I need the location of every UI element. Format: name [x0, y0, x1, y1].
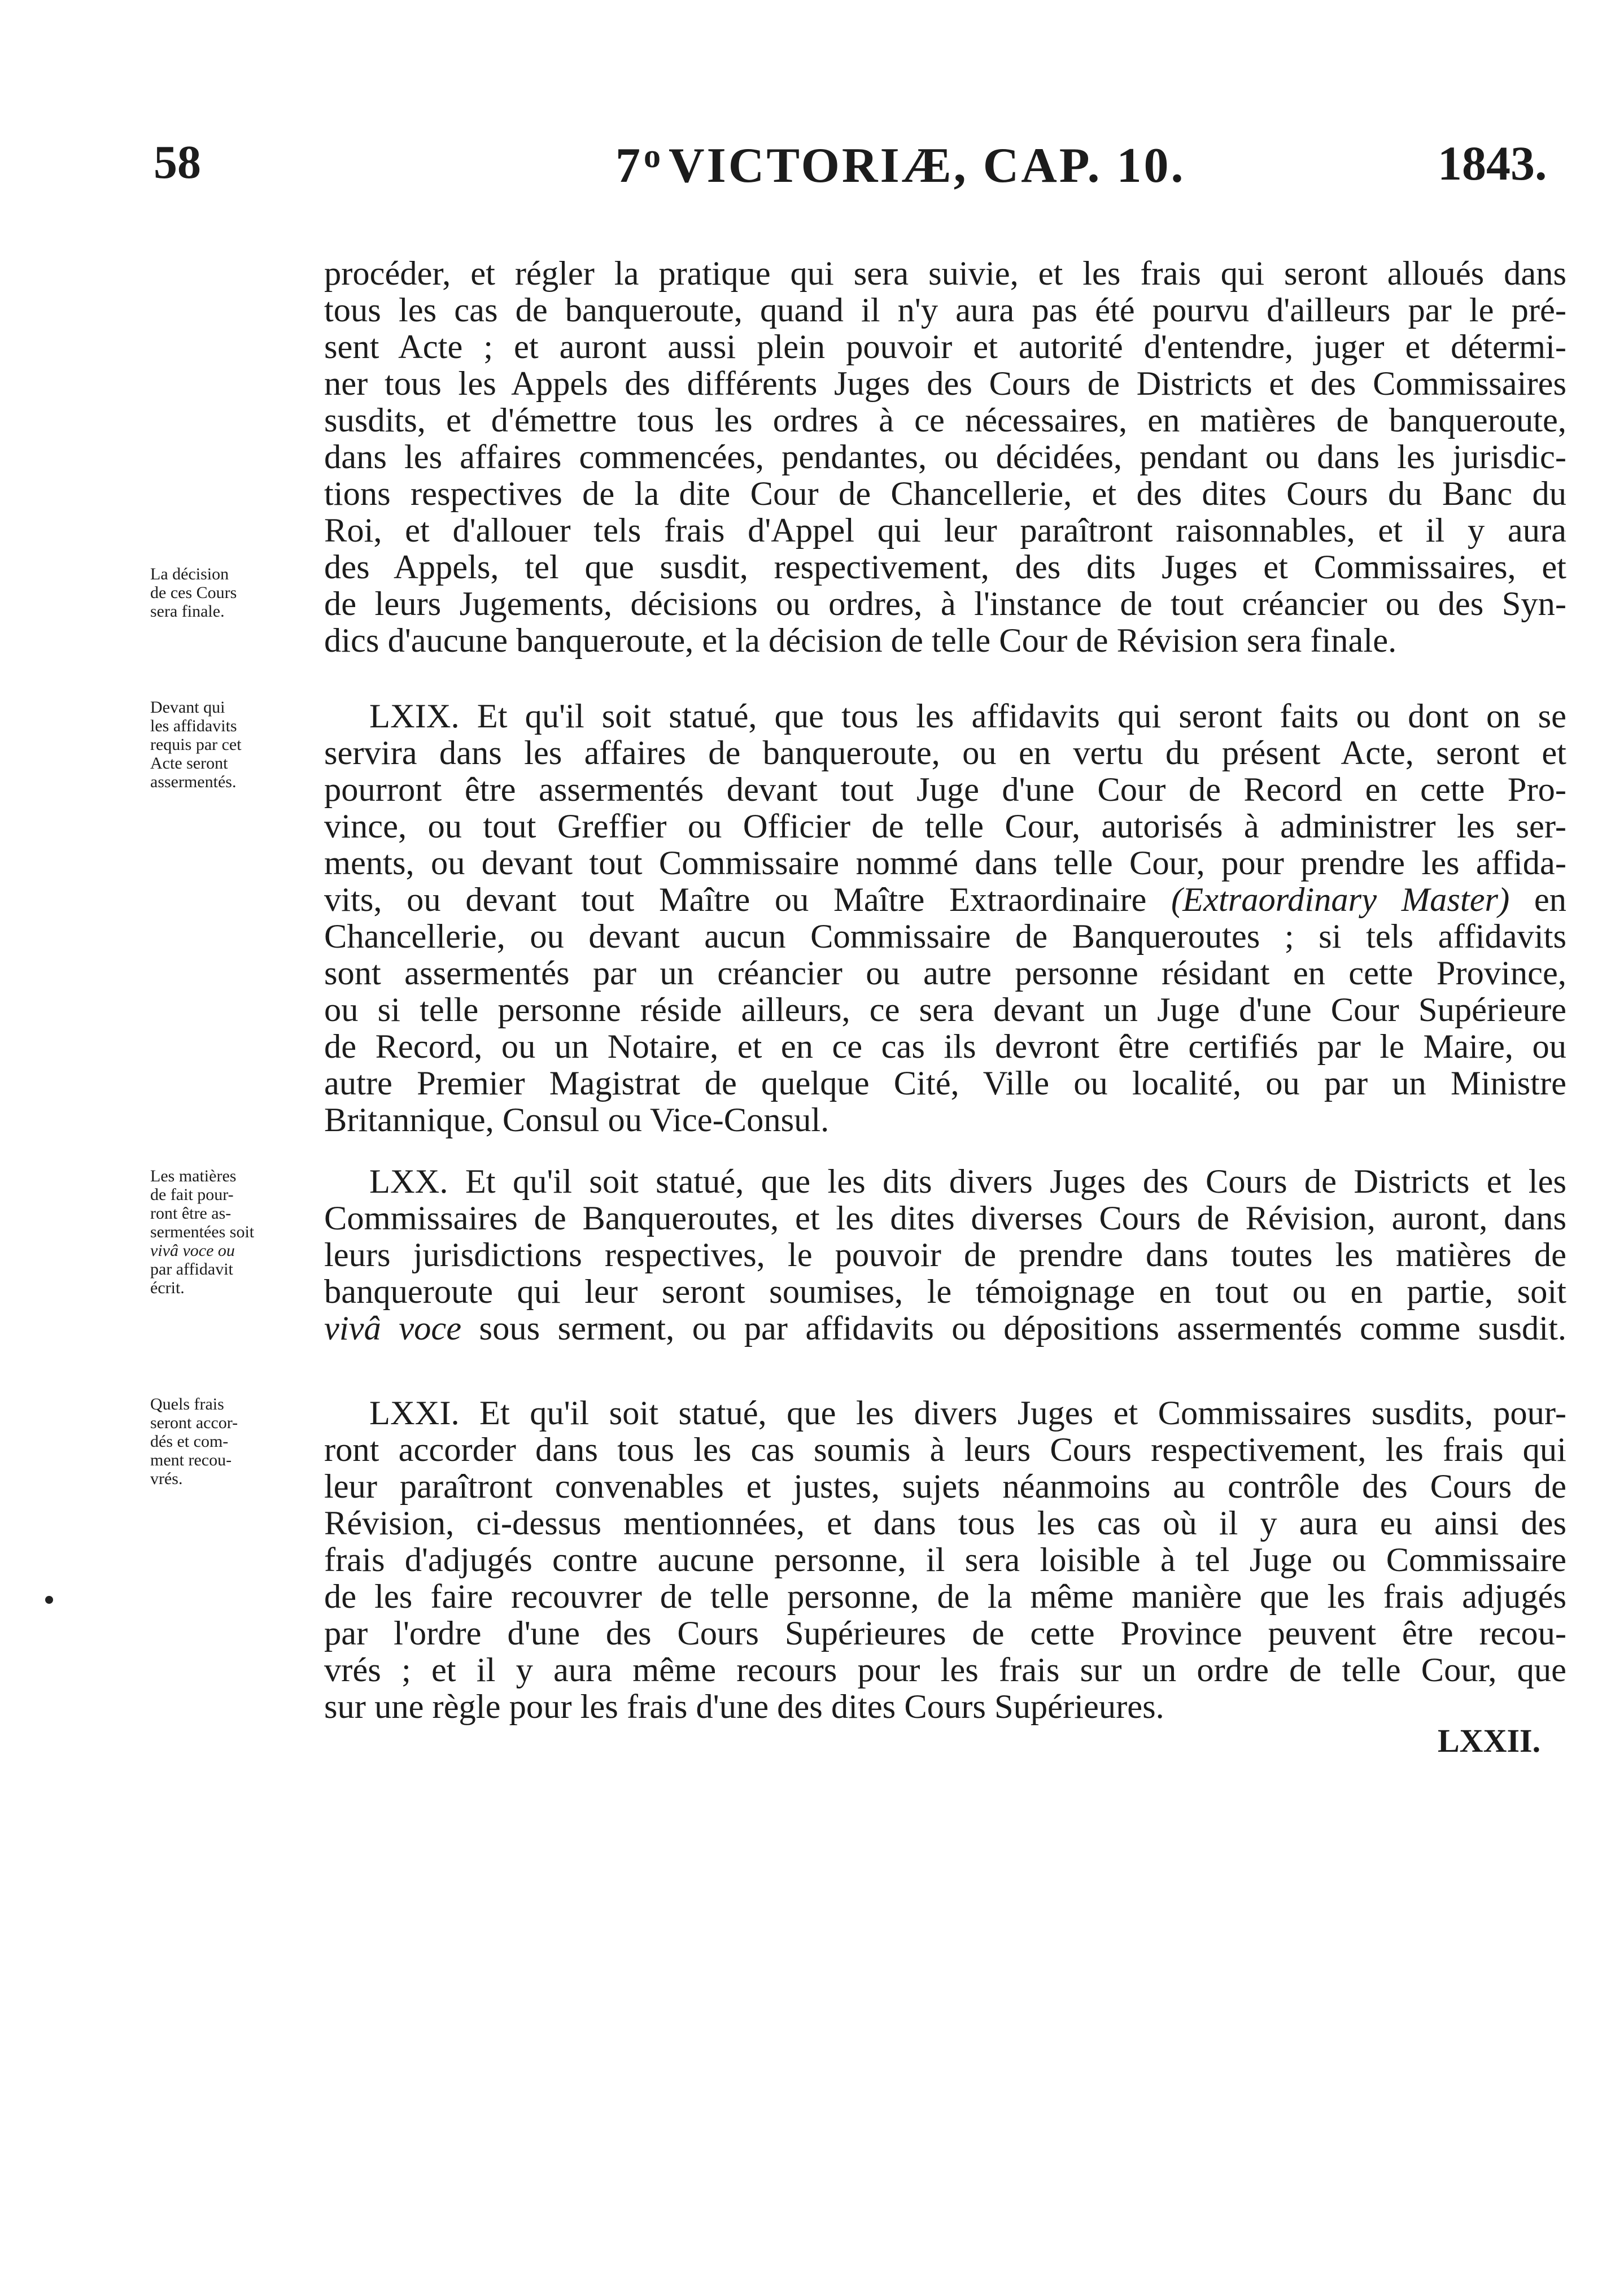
- text-line: LXX. Et qu'il soit statué, que les dits divers Juges des Cours de Districts et les: [369, 1163, 1566, 1201]
- text-line: LXXI. Et qu'il soit statué, que les divers Juges et Commissaires susdits, pour-: [369, 1394, 1566, 1432]
- marginal-note-affidavits: [150, 698, 291, 791]
- text-line: pourront être assermentés devant tout Juge d'une Cour de Record en cette Pro-: [324, 771, 1566, 809]
- text-line: vivâ voce sous serment, ou par affidavits ou dépositions assermentés comme susdit.: [324, 1310, 1567, 1347]
- text-line: des Appels, tel que susdit, respectivement, des dits Juges et Commissaires, et: [324, 548, 1566, 586]
- text-line: leur paraîtront convenables et justes, sujets néanmoins au contrôle des Cours de: [324, 1468, 1566, 1506]
- text-line: ront accorder dans tous les cas soumis à leurs Cours respectivement, les frais qui: [324, 1431, 1566, 1469]
- text-line: procéder, et régler la pratique qui sera suivie, et les frais qui seront alloués dans: [324, 255, 1566, 293]
- section-lxix: [324, 698, 1566, 1138]
- text-line: frais d'adjugés contre aucune personne, il sera loisible à tel Juge ou Commissaire: [324, 1541, 1566, 1579]
- marginal-note-line: La décision: [150, 565, 229, 583]
- page-number: 58: [154, 136, 201, 189]
- section-lxx: [324, 1163, 1566, 1347]
- text-line: ments, ou devant tout Commissaire nommé dans telle Cour, pour prendre les affida-: [324, 844, 1566, 882]
- marginal-note-line: par affidavit: [150, 1260, 233, 1279]
- section-lxxi: [324, 1395, 1566, 1725]
- text-line: Roi, et d'allouer tels frais d'Appel qui leur paraîtront raisonnables, et il y aura: [324, 512, 1566, 549]
- text-line: Révision, ci-dessus mentionnées, et dans tous les cas où il y aura eu ainsi des: [324, 1504, 1566, 1542]
- text-line: susdits, et d'émettre tous les ordres à ce nécessaires, en matières de banqueroute,: [324, 402, 1566, 439]
- text-line: vince, ou tout Greffier ou Officier de telle Cour, autorisés à administrer les ser-: [324, 808, 1566, 845]
- marginal-note-decision: [150, 565, 291, 621]
- text-line: de leurs Jugements, décisions ou ordres, à l'instance de tout créancier ou des Syn-: [324, 585, 1566, 623]
- text-line: dans les affaires commencées, pendantes, ou décidées, pendant ou dans les jurisdic-: [324, 438, 1566, 476]
- marginal-note-line: Quels frais: [150, 1395, 224, 1413]
- page-year: 1843.: [1438, 136, 1547, 190]
- text-line: LXIX. Et qu'il soit statué, que tous les affidavits qui seront faits ou dont on se: [369, 697, 1566, 735]
- marginal-note-line: Acte seront: [150, 754, 228, 773]
- title-ordinal-sup: o: [644, 137, 663, 174]
- italic-phrase: vivâ voce: [324, 1310, 462, 1347]
- running-title: [615, 139, 1185, 191]
- italic-phrase: (Extraordinary Master): [1171, 881, 1510, 919]
- marginal-note-line: dés et com-: [150, 1432, 229, 1451]
- text-line: vrés ; et il y aura même recours pour les frais sur un ordre de telle Cour, que: [324, 1651, 1566, 1689]
- text-line: Britannique, Consul ou Vice-Consul.: [324, 1101, 830, 1139]
- marginal-note-line: écrit.: [150, 1279, 185, 1297]
- marginal-note-evidence: [150, 1167, 291, 1297]
- marginal-note-line: requis par cet: [150, 735, 242, 754]
- text-line: de Record, ou un Notaire, et en ce cas ils devront être certifiés par le Maire, ou: [324, 1028, 1566, 1066]
- title-main: VICTORIÆ, CAP. 10.: [669, 138, 1186, 193]
- text-line: vits, ou devant tout Maître ou Maître Extraordinaire (Extraordinary Master) en: [324, 881, 1566, 919]
- text-line: ou si telle personne réside ailleurs, ce sera devant un Juge d'une Cour Supérieure: [324, 991, 1566, 1029]
- marginal-note-line: vrés.: [150, 1469, 183, 1488]
- ink-dot: [45, 1596, 53, 1604]
- text-line: tions respectives de la dite Cour de Chancellerie, et des dites Cours du Banc du: [324, 475, 1566, 513]
- text-line: par l'ordre d'une des Cours Supérieures de cette Province peuvent être recou-: [324, 1615, 1566, 1652]
- marginal-note-line: Devant qui: [150, 698, 225, 717]
- text-line: banqueroute qui leur seront soumises, le témoignage en tout ou en partie, soit: [324, 1273, 1566, 1311]
- marginal-note-line: Les matières: [150, 1167, 237, 1185]
- marginal-note-line: les affidavits: [150, 717, 237, 735]
- text-line: ner tous les Appels des différents Juges des Cours de Districts et des Commissaires: [324, 365, 1566, 403]
- section-continuation: [324, 255, 1566, 659]
- text-line: de les faire recouvrer de telle personne, de la même manière que les frais adjugés: [324, 1578, 1566, 1616]
- title-prefix: 7: [615, 138, 643, 193]
- marginal-note-line: ment recou-: [150, 1451, 232, 1469]
- catchword: LXXII.: [1438, 1722, 1541, 1759]
- text-line: leurs jurisdictions respectives, le pouvoir de prendre dans toutes les matières de: [324, 1236, 1566, 1274]
- marginal-note-line: vivâ voce ou: [150, 1241, 235, 1260]
- marginal-note-line: sermentées soit: [150, 1223, 255, 1241]
- marginal-note-line: assermentés.: [150, 773, 237, 791]
- marginal-note-costs: [150, 1395, 291, 1488]
- text-line: sont assermentés par un créancier ou autre personne résidant en cette Province,: [324, 954, 1566, 992]
- marginal-note-line: ront être as-: [150, 1204, 232, 1223]
- text-line: sur une règle pour les frais d'une des dites Cours Supérieures.: [324, 1688, 1164, 1726]
- text-line: sent Acte ; et auront aussi plein pouvoir et autorité d'entendre, juger et détermi-: [324, 328, 1566, 366]
- marginal-note-line: sera finale.: [150, 602, 225, 621]
- text-line: dics d'aucune banqueroute, et la décision de telle Cour de Révision sera finale.: [324, 622, 1397, 660]
- marginal-note-line: de ces Cours: [150, 583, 237, 602]
- text-line: tous les cas de banqueroute, quand il n'y aura pas été pourvu d'ailleurs par le pré-: [324, 291, 1566, 329]
- text-line: autre Premier Magistrat de quelque Cité, Ville ou localité, ou par un Ministre: [324, 1064, 1566, 1102]
- marginal-note-line: seront accor-: [150, 1413, 238, 1432]
- marginal-note-line: de fait pour-: [150, 1185, 234, 1204]
- text-line: Chancellerie, ou devant aucun Commissaire de Banqueroutes ; si tels affidavits: [324, 918, 1566, 955]
- text-line: servira dans les affaires de banqueroute, ou en vertu du présent Acte, seront et: [324, 734, 1566, 772]
- text-line: Commissaires de Banqueroutes, et les dites diverses Cours de Révision, auront, dans: [324, 1199, 1566, 1237]
